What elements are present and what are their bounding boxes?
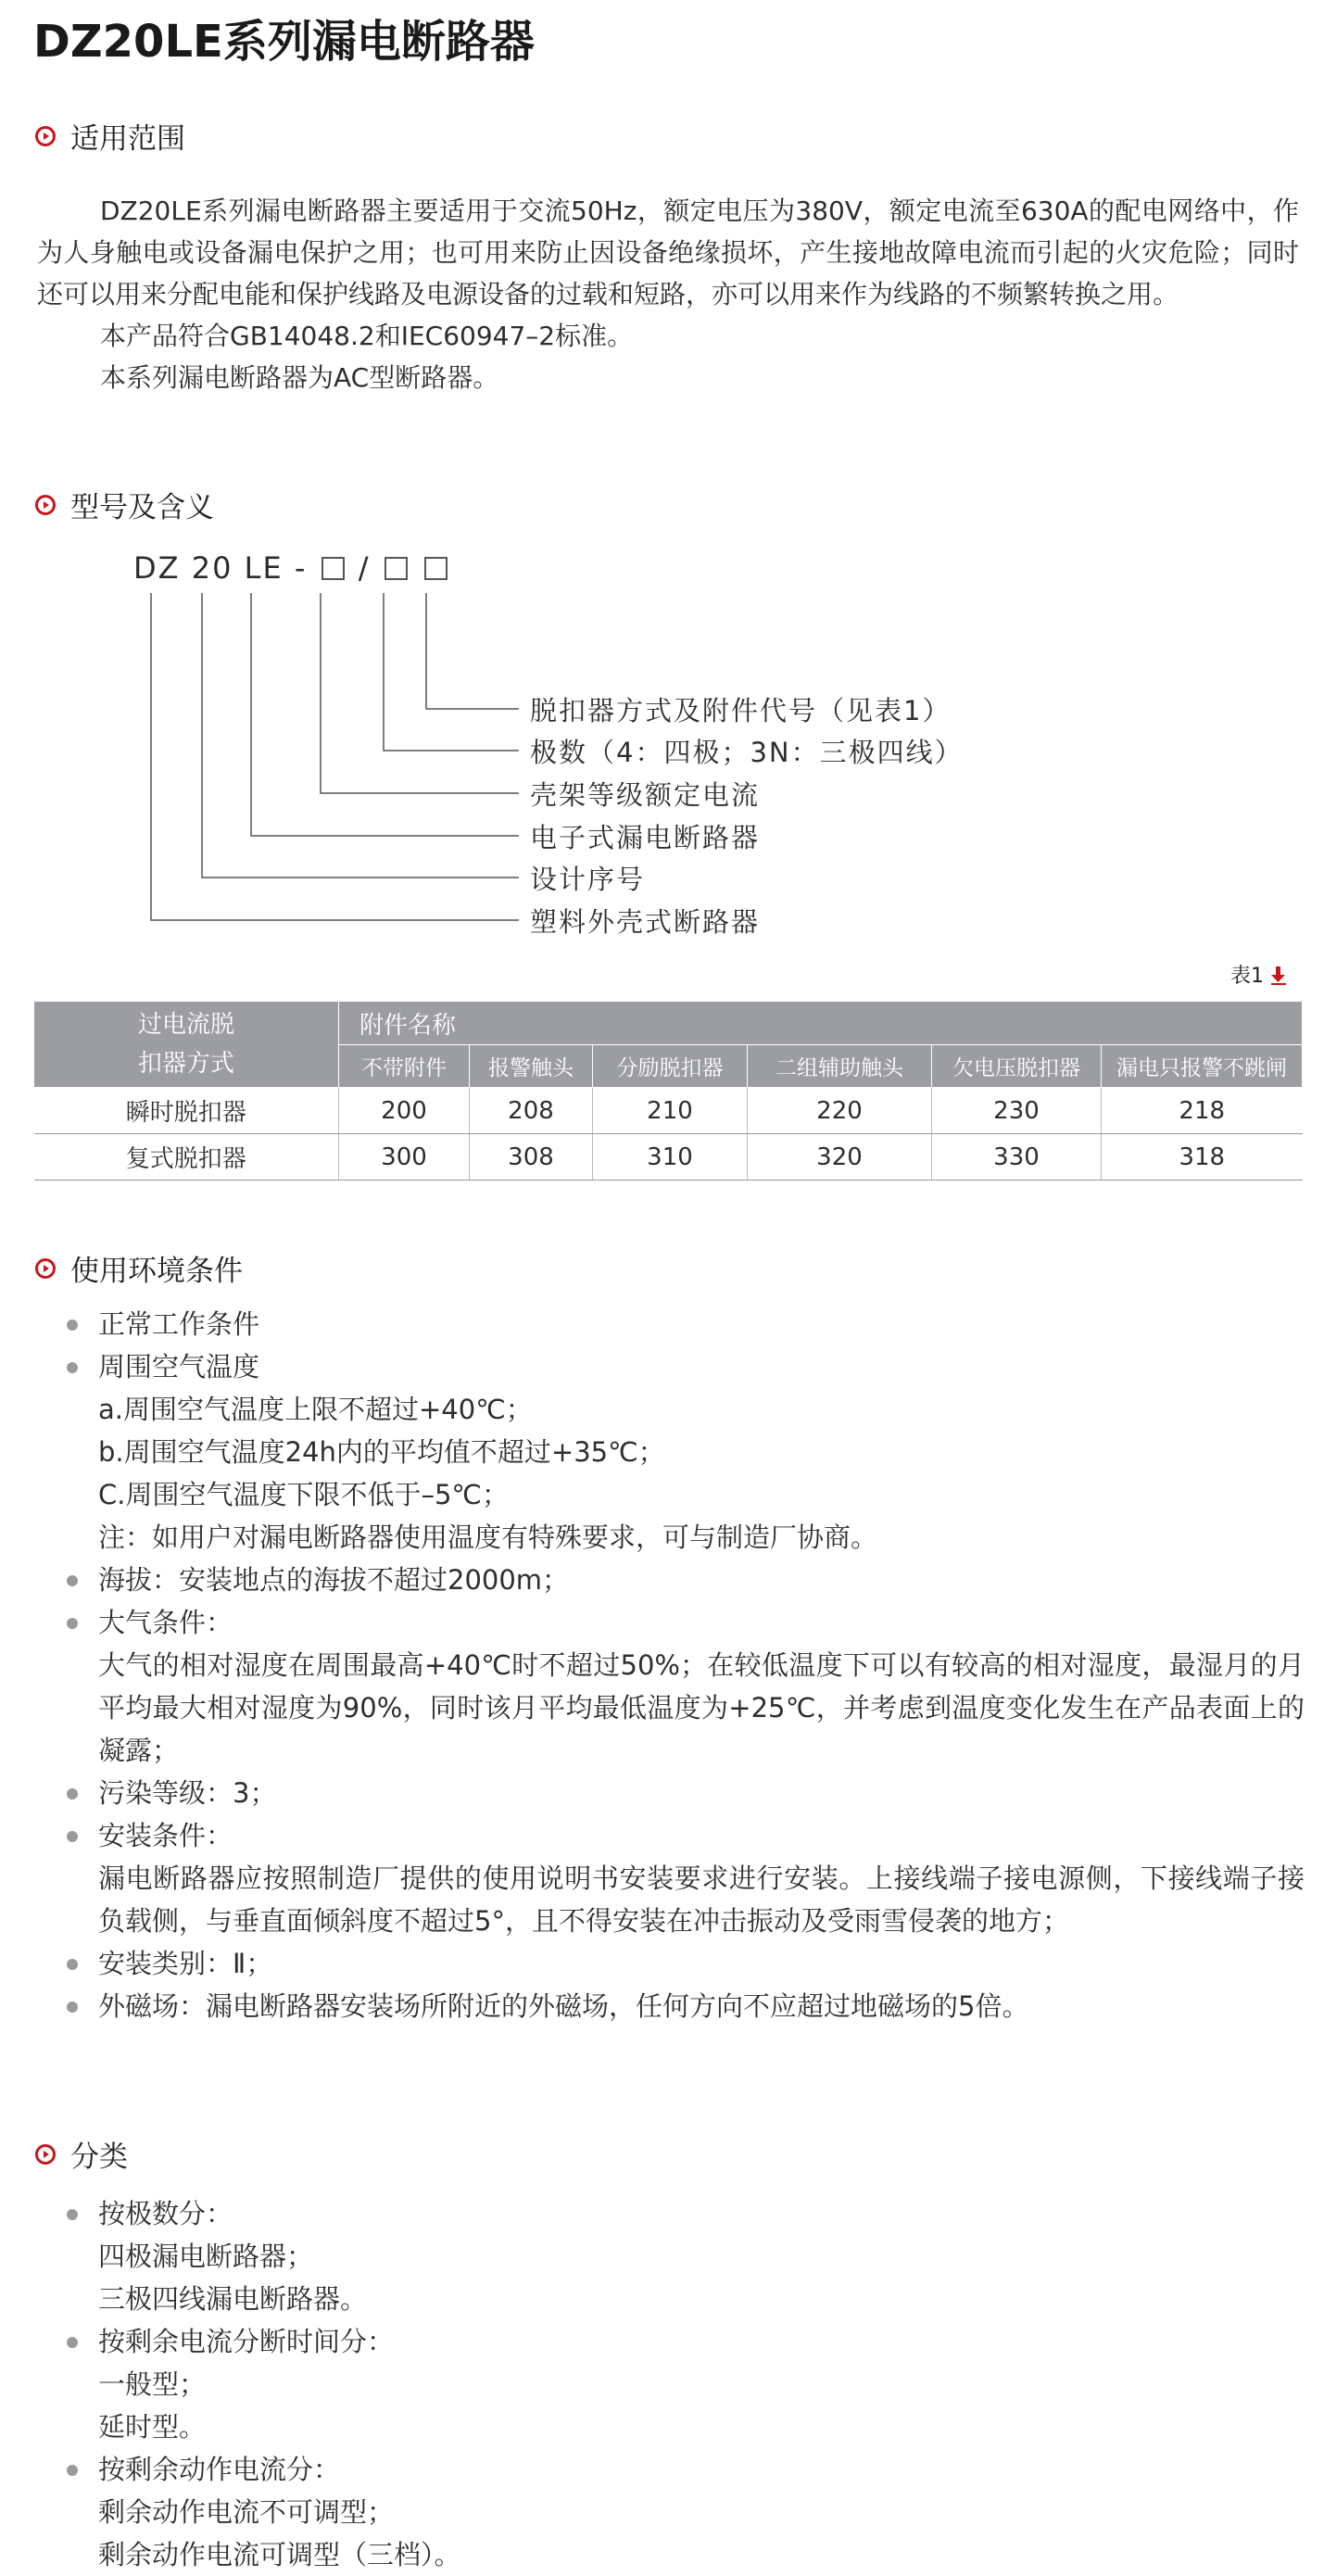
table-cell: 308 <box>470 1134 593 1181</box>
list-item: 安装条件： <box>63 1814 1305 1857</box>
table-caption <box>1230 960 1288 989</box>
list-subitem: 漏电断路器应按照制造厂提供的使用说明书安装要求进行安装。上接线端子接电源侧，下接线端子接负载侧，与垂直面倾斜度不超过5°，且不得安装在冲击振动及受雨雪侵袭的地方； <box>98 1863 1305 1937</box>
model-desc: 塑料外壳式断路器 <box>530 906 761 938</box>
column-header: 报警触头 <box>470 1045 593 1088</box>
list-subitem: 延时型。 <box>98 2411 207 2443</box>
table-cell: 310 <box>593 1134 748 1181</box>
list-item: 污染等级：3； <box>63 1772 1305 1814</box>
list-subitem: a.周围空气温度上限不超过+40℃； <box>98 1394 533 1425</box>
table-cell: 220 <box>748 1088 932 1134</box>
list-item: 按剩余动作电流分： <box>63 2448 1305 2491</box>
row-label: 复式脱扣器 <box>34 1134 339 1181</box>
table-cell: 218 <box>1102 1088 1303 1134</box>
column-header: 不带附件 <box>339 1045 470 1088</box>
table-cell: 208 <box>470 1088 593 1134</box>
row-header-line: 过电流脱 <box>137 1011 234 1039</box>
list-subitem: b.周围空气温度24h内的平均值不超过+35℃； <box>98 1436 665 1468</box>
list-subitem: 四极漏电断路器； <box>98 2241 314 2272</box>
list-item: 大气条件： <box>63 1601 1305 1644</box>
list-subitem: 三极四线漏电断路器。 <box>98 2283 368 2315</box>
table-cell: 210 <box>593 1088 748 1134</box>
section-heading-label: 型号及含义 <box>70 491 214 524</box>
model-desc: 设计序号 <box>530 864 646 895</box>
scope-paragraph: DZ20LE系列漏电断路器主要适用于交流50Hz，额定电压为380V，额定电流至630A的配电网络中，作为人身触电或设备漏电保护之用；也可用来防止因设备绝缘损坏，产生接地故障电流而引起的火灾危险；同时还可以用来分配电能和保护线路及电源设备的过载和短路，亦可以用来作为线路的不频繁转换之用。 <box>37 196 1299 309</box>
row-header <box>34 1002 339 1088</box>
list-subitem: C.周围空气温度下限不低于–5℃； <box>98 1479 509 1510</box>
list-item: 周围空气温度 <box>63 1345 1305 1388</box>
list-item: 按剩余电流分断时间分： <box>63 2320 1305 2363</box>
model-desc: 极数（4：四极；3N：三极四线） <box>530 737 964 768</box>
column-header: 欠电压脱扣器 <box>932 1045 1102 1088</box>
arrow-down-icon <box>1269 965 1288 985</box>
list-subitem: 剩余动作电流可调型（三档）。 <box>98 2539 461 2570</box>
model-desc: 电子式漏电断路器 <box>530 822 761 853</box>
classification-list <box>63 2192 1305 2576</box>
list-item: 按极数分： <box>63 2192 1305 2235</box>
list-item: 海拔：安装地点的海拔不超过2000m； <box>63 1559 1305 1601</box>
table-cell: 318 <box>1102 1134 1303 1181</box>
page-title: DZ20LE系列漏电断路器 <box>33 16 535 68</box>
list-subitem: 一般型； <box>98 2368 207 2400</box>
row-label: 瞬时脱扣器 <box>34 1088 339 1134</box>
list-item: 正常工作条件 <box>63 1303 1305 1345</box>
scope-paragraph: 本产品符合GB14048.2和IEC60947–2标准。 <box>100 321 634 351</box>
column-header: 分励脱扣器 <box>593 1045 748 1088</box>
table-row <box>34 1088 1303 1134</box>
table-caption-label: 表1 <box>1230 965 1264 988</box>
list-item: 安装类别：Ⅱ； <box>63 1942 1305 1985</box>
model-part-20: 20 <box>191 550 233 586</box>
table-cell: 330 <box>932 1134 1102 1181</box>
section-bullet-icon <box>35 1258 56 1279</box>
environment-list <box>63 1303 1305 2027</box>
row-header-line: 扣器方式 <box>137 1050 234 1078</box>
section-heading-label: 分类 <box>70 2140 128 2174</box>
section-heading-classification <box>35 2133 128 2175</box>
scope-paragraph: 本系列漏电断路器为AC型断路器。 <box>100 362 499 393</box>
group-header: 附件名称 <box>339 1002 1303 1045</box>
model-part-dz: DZ <box>133 550 181 586</box>
section-heading-label: 适用范围 <box>70 122 185 156</box>
table-cell: 320 <box>748 1134 932 1181</box>
table-cell: 230 <box>932 1088 1102 1134</box>
column-header: 漏电只报警不跳闸 <box>1102 1045 1303 1088</box>
accessory-table <box>33 1001 1303 1181</box>
model-part-dash: - <box>294 550 308 586</box>
model-part-slash: / <box>358 550 371 586</box>
list-subitem: 大气的相对湿度在周围最高+40℃时不超过50%；在较低温度下可以有较高的相对湿度，最湿月的月平均最大相对湿度为90%，同时该月平均最低温度为+25℃，并考虑到温度变化发生在产品表面上的凝露； <box>98 1649 1305 1766</box>
table-cell: 200 <box>339 1088 470 1134</box>
model-desc: 脱扣器方式及附件代号（见表1） <box>530 695 952 726</box>
model-part-le: LE <box>244 550 284 586</box>
list-subitem: 剩余动作电流不可调型； <box>98 2496 395 2528</box>
section-bullet-icon <box>35 2144 56 2165</box>
list-item: 外磁场：漏电断路器安装场所附近的外磁场，任何方向不应超过地磁场的5倍。 <box>63 1985 1305 2027</box>
column-header: 二组辅助触头 <box>748 1045 932 1088</box>
section-heading-label: 使用环境条件 <box>70 1255 243 1288</box>
table-cell: 300 <box>339 1134 470 1181</box>
model-desc: 壳架等级额定电流 <box>530 779 761 811</box>
section-heading-environment <box>35 1247 243 1289</box>
table-row <box>34 1134 1303 1181</box>
list-subitem: 注：如用户对漏电断路器使用温度有特殊要求，可与制造厂协商。 <box>98 1522 878 1553</box>
